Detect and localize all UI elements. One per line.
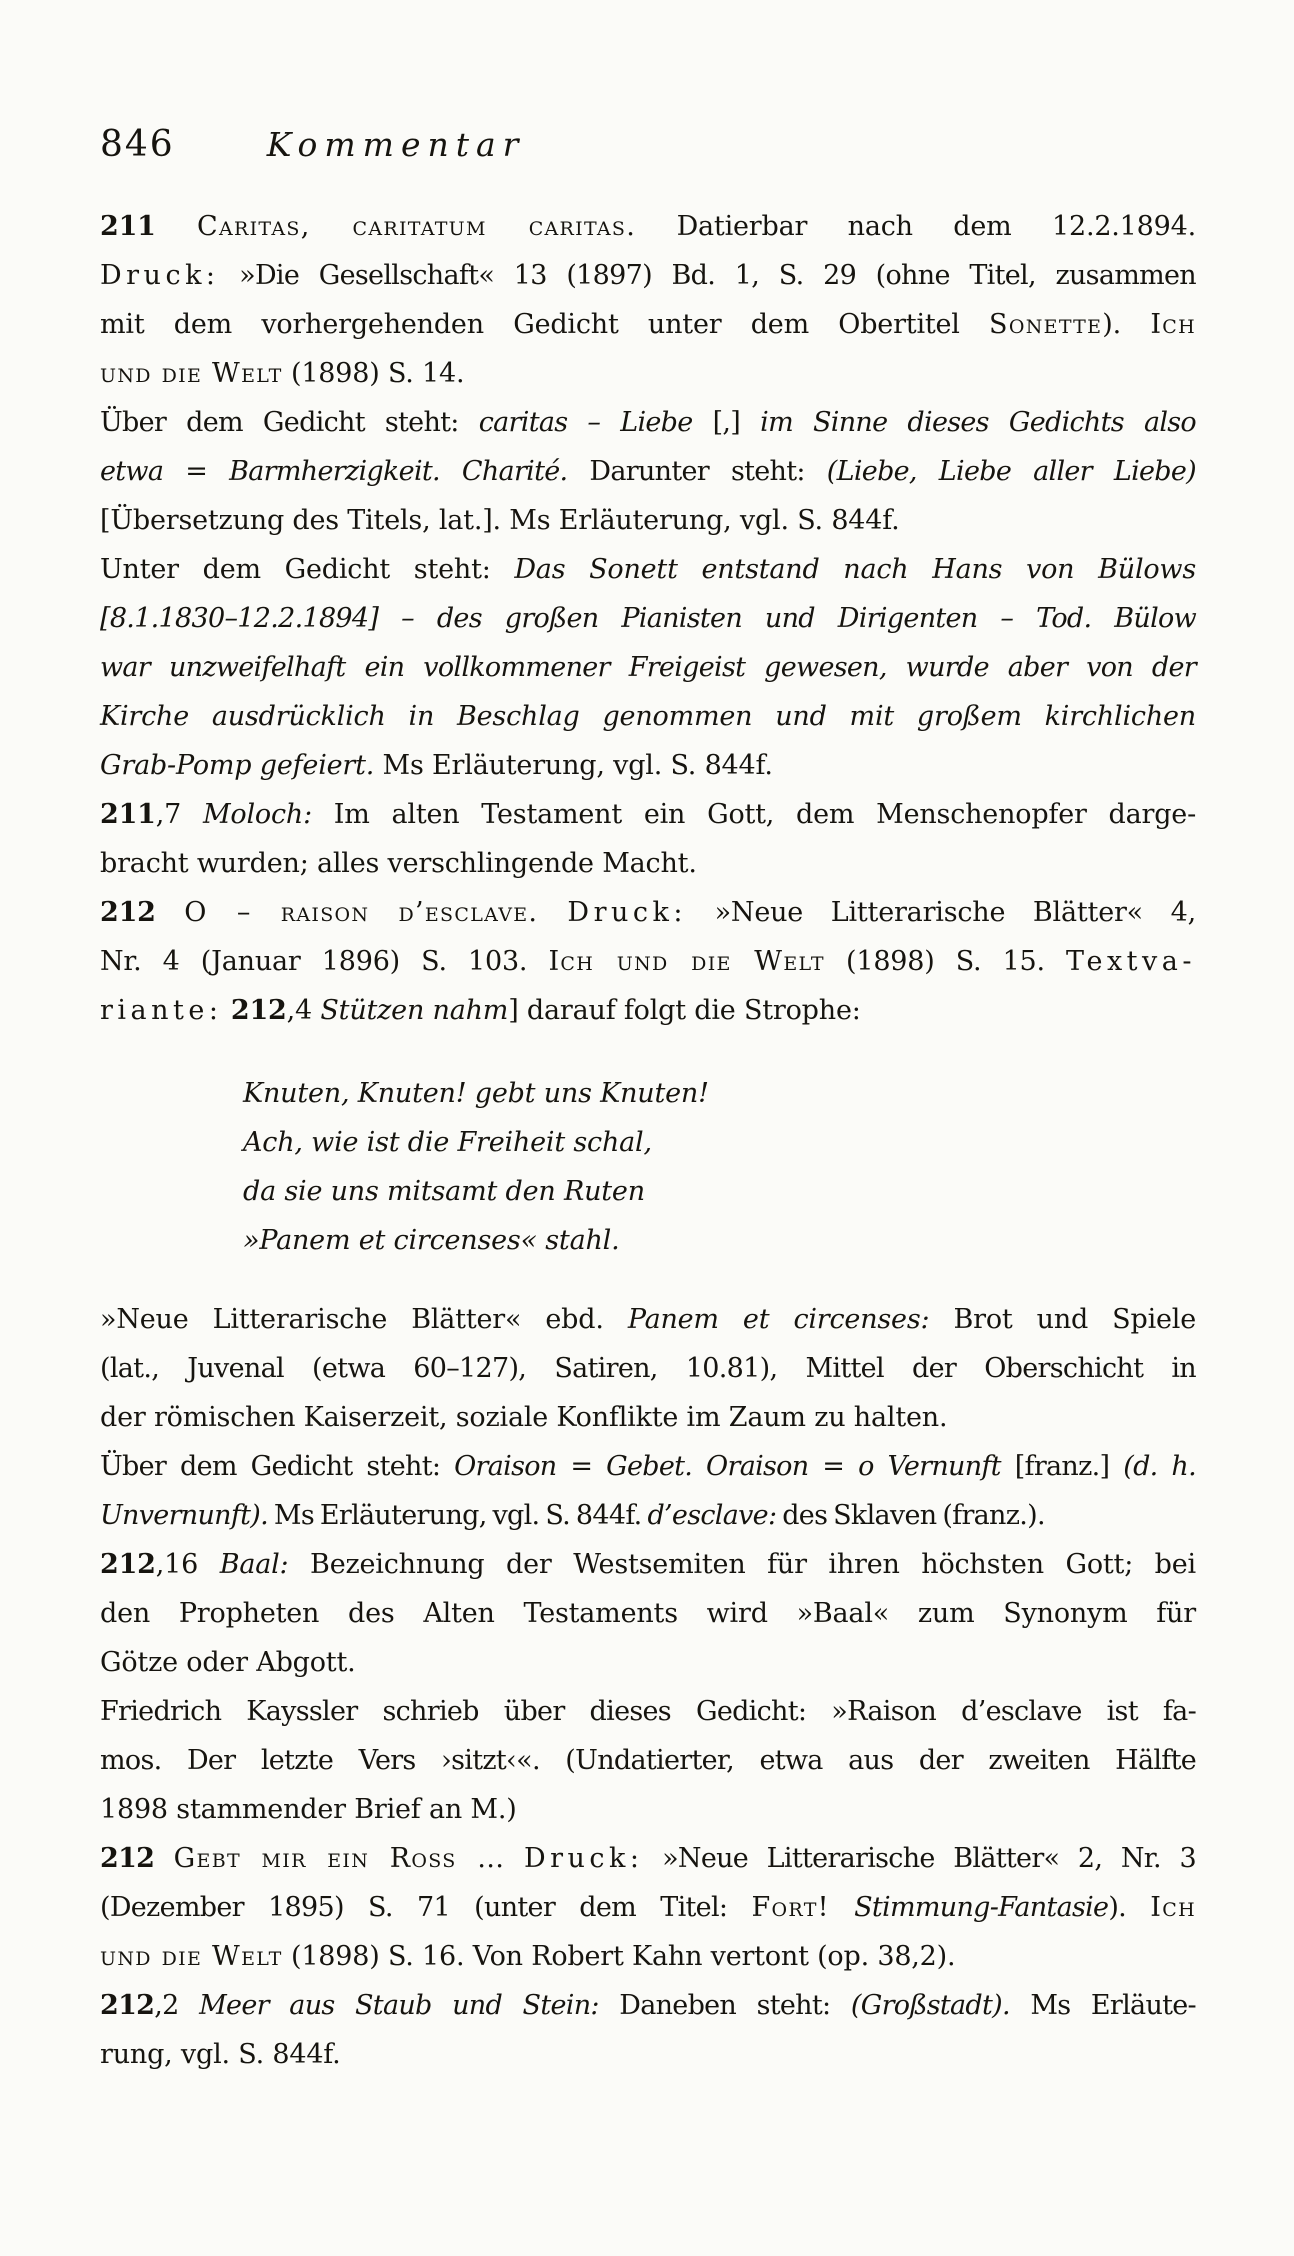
text-segment: 211 [100,211,198,242]
text-segment: »Neue Litterarische Blätter« ebd. [100,1304,628,1335]
text-segment: 1898 stammender Brief an M.) [100,1794,517,1825]
text-line [100,594,1196,643]
text-line [100,300,1196,349]
text-segment: O – raison d’esclave. [184,897,568,928]
text-segment: etwa = Barmherzigkeit. Charité. [100,456,568,487]
text-segment: ,7 [155,799,203,830]
text-segment: riante: [100,995,223,1026]
running-title: Kommentar [266,125,526,164]
text-line [100,2030,1196,2079]
text-segment: Bezeichnung der Westsemiten für ihren höchsten Gott; bei [288,1549,1196,1580]
text-segment: 211 [100,799,156,830]
text-segment: (Liebe, Liebe aller Liebe) [826,456,1196,487]
text-segment: (Großstadt). [850,1990,1010,2021]
verse-line: da sie uns mitsamt den Ruten [243,1176,645,1207]
text-segment: bracht wurden; alles verschlingende Macht. [100,848,697,879]
text-segment: Ms Erläute- [1009,1990,1196,2021]
page-number: 846 [100,124,175,165]
text-line [100,986,1196,1035]
text-segment [505,1843,524,1874]
running-header [100,124,525,165]
text-segment: Meer aus Staub und Stein: [199,1990,599,2021]
text-line [100,349,1196,398]
text-segment: caritas – Liebe [478,407,693,438]
text-segment: Oraison = Gebet. Oraison = o Vernunft [454,1451,1001,1482]
text-line [100,1344,1196,1393]
text-segment: Fort! [751,1892,830,1923]
text-segment: Grab-Pomp gefeiert. [100,750,375,781]
text-line [100,1932,1196,1981]
text-line [100,643,1196,692]
text-line [100,1785,1196,1834]
text-line [100,692,1196,741]
text-segment: (1898) S. 15. [824,946,1067,977]
text-line [100,202,1196,251]
text-segment: »Neue Litterarische Blätter« 4, [686,897,1197,928]
text-segment: Das Sonett entstand nach Hans von Bülows [514,554,1196,585]
text-segment: 212 [230,995,287,1026]
text-line [100,545,1196,594]
text-segment: Kirche ausdrücklich in Beschlag genommen und mit großem kirchlichen [100,701,1196,732]
text-segment: d’esclave: [647,1500,777,1531]
text-segment: Baal: [219,1549,289,1580]
text-line [100,888,1196,937]
text-segment: Druck: [567,897,687,928]
text-segment: im Sinne dieses Gedichts also [760,407,1196,438]
text-segment: Moloch: [202,799,312,830]
text-segment: und die Welt [100,1941,283,1972]
text-segment: Ms Erläuterung, vgl. S. 844f. [374,750,773,781]
text-segment: Friedrich Kayssler schrieb über dieses Gedicht: »Raison d’esclave ist fa- [100,1696,1196,1727]
text-segment: (1898) S. 14. [282,358,465,389]
text-segment: ,4 [286,995,321,1026]
text-line [100,1736,1196,1785]
text-segment: (Dezember 1895) S. 71 (unter dem Titel: [100,1892,752,1923]
text-line [100,1393,1196,1442]
text-segment: Götze oder Abgott. [100,1647,356,1678]
text-line [100,1834,1196,1883]
text-line [100,741,1196,790]
text-segment: Nr. 4 (Januar 1896) S. 103. [100,946,549,977]
text-line [100,1687,1196,1736]
text-line [100,1491,1196,1540]
text-line [100,937,1196,986]
text-line [100,790,1196,839]
text-segment: rung, vgl. S. 844f. [100,2039,341,2070]
text-segment: Ich [1150,1892,1196,1923]
text-segment: den Propheten des Alten Testaments wird »Baal« zum Synonym für [100,1598,1196,1629]
text-segment: (d. h. [1123,1451,1196,1482]
text-segment: ] darauf folgt die Strophe: [508,995,861,1026]
text-segment: war unzweifelhaft ein vollkommener Freigeist gewesen, wurde aber von der [100,652,1196,683]
text-segment: Sonette [989,309,1103,340]
text-segment: »Neue Litterarische Blätter« 2, Nr. 3 [643,1843,1196,1874]
text-line [100,496,1196,545]
verse-line: Knuten, Knuten! gebt uns Knuten! [243,1078,709,1109]
text-segment [830,1892,854,1923]
text-segment: 212 [100,1843,174,1874]
text-segment: Ms Erläuterung, vgl. S. 844f. [268,1500,648,1531]
verse-line: Ach, wie ist die Freiheit schal, [243,1127,652,1158]
text-segment: Unvernunft). [100,1500,269,1531]
text-segment: »Die Gesellschaft« 13 (1897) Bd. 1, S. 29 (ohne Titel, zusammen [219,260,1196,291]
text-segment: mit dem vorhergehenden Gedicht unter dem Obertitel [100,309,990,340]
text-segment: Textva- [1066,946,1196,977]
text-line [100,1981,1196,2030]
text-line [100,1442,1196,1491]
text-segment: ). [1102,309,1151,340]
text-line [100,398,1196,447]
text-segment: Über dem Gedicht steht: [100,407,479,438]
text-segment: Gebt mir ein Ross … [173,1843,506,1874]
text-segment: ,2 [154,1990,200,2021]
text-segment: Caritas, caritatum caritas. [197,211,637,242]
verse-line: »Panem et circenses« stahl. [243,1225,620,1256]
text-segment: Unter dem Gedicht steht: [100,554,515,585]
text-segment: Brot und Spiele [929,1304,1196,1335]
text-segment: mos. Der letzte Vers ›sitzt‹«. (Undatierter, etwa aus der zweiten Hälfte [100,1745,1196,1776]
text-segment: Im alten Testament ein Gott, dem Menschenopfer darge- [311,799,1196,830]
text-segment: Druck: [523,1843,644,1874]
text-segment: 212 [100,1549,156,1580]
text-segment: der römischen Kaiserzeit, soziale Konflikte im Zaum zu halten. [100,1402,948,1433]
text-line [100,251,1196,300]
text-segment: ). [1108,1892,1151,1923]
text-segment: Ich [1150,309,1196,340]
verse-block [243,1069,1196,1265]
text-line [100,447,1196,496]
text-line [100,1540,1196,1589]
text-segment: Darunter steht: [567,456,827,487]
text-segment: [franz.] [1000,1451,1124,1482]
text-segment: Stützen nahm [320,995,509,1026]
text-segment: [,] [692,407,761,438]
text-line [100,1295,1196,1344]
text-line [100,839,1196,888]
text-line [100,1589,1196,1638]
text-segment: (1898) S. 16. Von Robert Kahn vertont (op. 38,2). [282,1941,956,1972]
text-segment: Über dem Gedicht steht: [100,1451,455,1482]
text-segment [222,995,230,1026]
text-segment: (lat., Juvenal (etwa 60–127), Satiren, 10.81), Mittel der Oberschicht in [100,1353,1196,1384]
text-segment: des Sklaven (franz.). [776,1500,1045,1531]
text-segment: [8.1.1830–12.2.1894] – des großen Pianisten und Dirigenten – Tod. Bülow [100,603,1196,634]
text-segment: 212 [100,897,185,928]
text-line [100,1638,1196,1687]
text-segment: Stimmung-Fantasie [854,1892,1109,1923]
text-segment: ,16 [155,1549,220,1580]
text-body [100,202,1196,2079]
text-segment: Druck: [100,260,220,291]
text-line [100,1883,1196,1932]
text-segment: Datierbar nach dem 12.2.1894. [636,211,1196,242]
text-segment: Ich und die Welt [548,946,825,977]
text-segment: 212 [100,1990,155,2021]
text-segment: Daneben steht: [598,1990,851,2021]
text-segment: [Übersetzung des Titels, lat.]. Ms Erläuterung, vgl. S. 844f. [100,505,900,536]
text-segment: Panem et circenses: [627,1304,930,1335]
text-segment: und die Welt [100,358,283,389]
